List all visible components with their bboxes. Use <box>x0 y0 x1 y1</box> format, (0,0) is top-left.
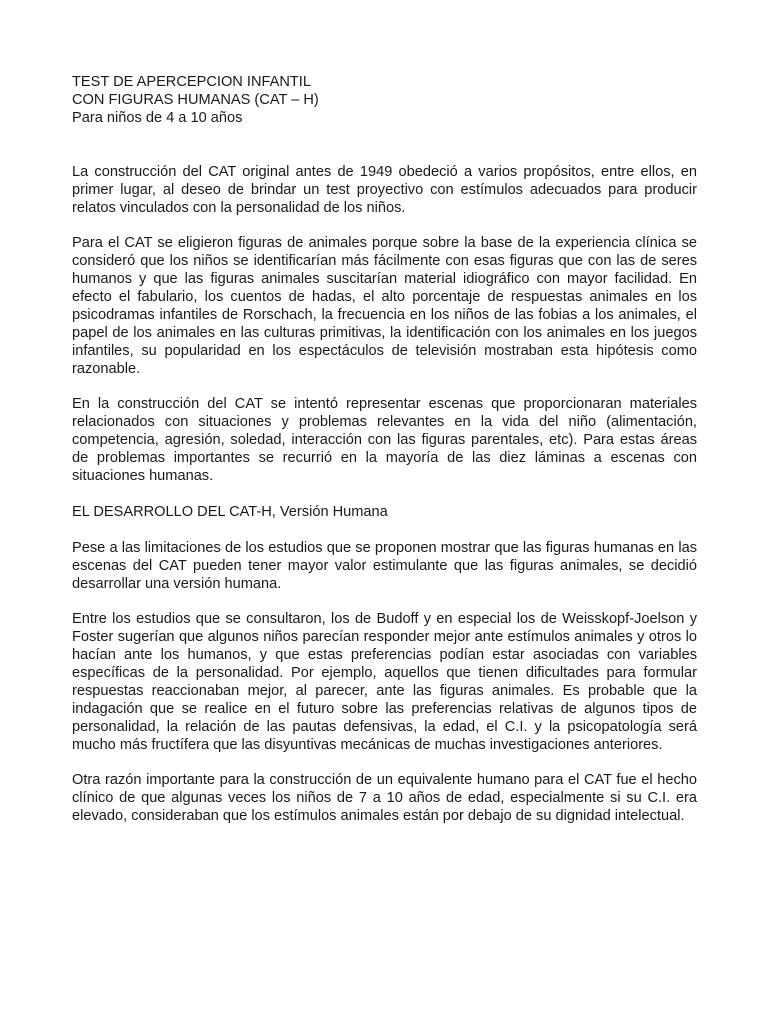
paragraph-scenes: En la construcción del CAT se intentó representar escenas que proporcionaran materiales relacionados con situaciones y problemas relevantes en la vida del niño (alimentación, competencia, agresión, soledad, interacción con las figuras parentales, etc). Para estas áreas de problemas importantes se recurrió en la mayoría de las diez láminas a escenas con situaciones humanas. <box>72 396 697 485</box>
paragraph-studies: Entre los estudios que se consultaron, los de Budoff y en especial los de Weisskopf-Joelson y Foster sugerían que algunos niños parecían responder mejor ante estímulos animales y otros lo hacían ante los humanos, y que estas preferencias podían estar asociadas con variables específicas de la personalidad. Por ejemplo, aquellos que tienen dificultades para formular respuestas reaccionaban mejor, al parecer, ante las figuras animales. Es probable que la indagación que se realice en el futuro sobre las preferencias relativas de algunos tipos de personalidad, la relación de las pautas defensivas, la edad, el C.I. y la psicopatología será mucho más fructífera que las disyuntivas mecánicas de muchas investigaciones anteriores. <box>72 611 697 753</box>
paragraph-reason: Otra razón importante para la construcción de un equivalente humano para el CAT fue el hecho clínico de que algunas veces los niños de 7 a 10 años de edad, especialmente si su C.I. era elevado, consideraban que los estímulos animales están por debajo de su dignidad intelectual. <box>72 772 697 825</box>
section-heading: EL DESARROLLO DEL CAT-H, Versión Humana <box>72 503 388 520</box>
title-line-2: CON FIGURAS HUMANAS (CAT – H) <box>72 91 319 108</box>
title-subtitle: Para niños de 4 a 10 años <box>72 109 243 126</box>
document-page <box>72 74 697 844</box>
document-title <box>72 74 697 128</box>
title-line-1: TEST DE APERCEPCION INFANTIL <box>72 74 311 90</box>
paragraph-origin: La construcción del CAT original antes de 1949 obedeció a varios propósitos, entre ellos, en primer lugar, al deseo de brindar un test proyectivo con estímulos adecuados para producir relatos vinculados con la personalidad de los niños. <box>72 163 697 216</box>
paragraph-animal-figures: Para el CAT se eligieron figuras de animales porque sobre la base de la experiencia clínica se consideró que los niños se identificarían más fácilmente con esas figuras que con las de seres humanos y que las figuras animales suscitarían material idiográfico con mayor facilidad. En efecto el fabulario, los cuentos de hadas, el alto porcentaje de respuestas animales en los psicodramas infantiles de Rorschach, la frecuencia en los niños de las fobias a los animales, el papel de los animales en las culturas primitivas, la identificación con los animales en los juegos infantiles, su popularidad en los espectáculos de televisión mostraban esta hipótesis como razonable. <box>72 235 697 377</box>
paragraph-limitations: Pese a las limitaciones de los estudios que se proponen mostrar que las figuras humanas en las escenas del CAT pueden tener mayor valor estimulante que las figuras animales, se decidió desarrollar una versión humana. <box>72 539 697 592</box>
